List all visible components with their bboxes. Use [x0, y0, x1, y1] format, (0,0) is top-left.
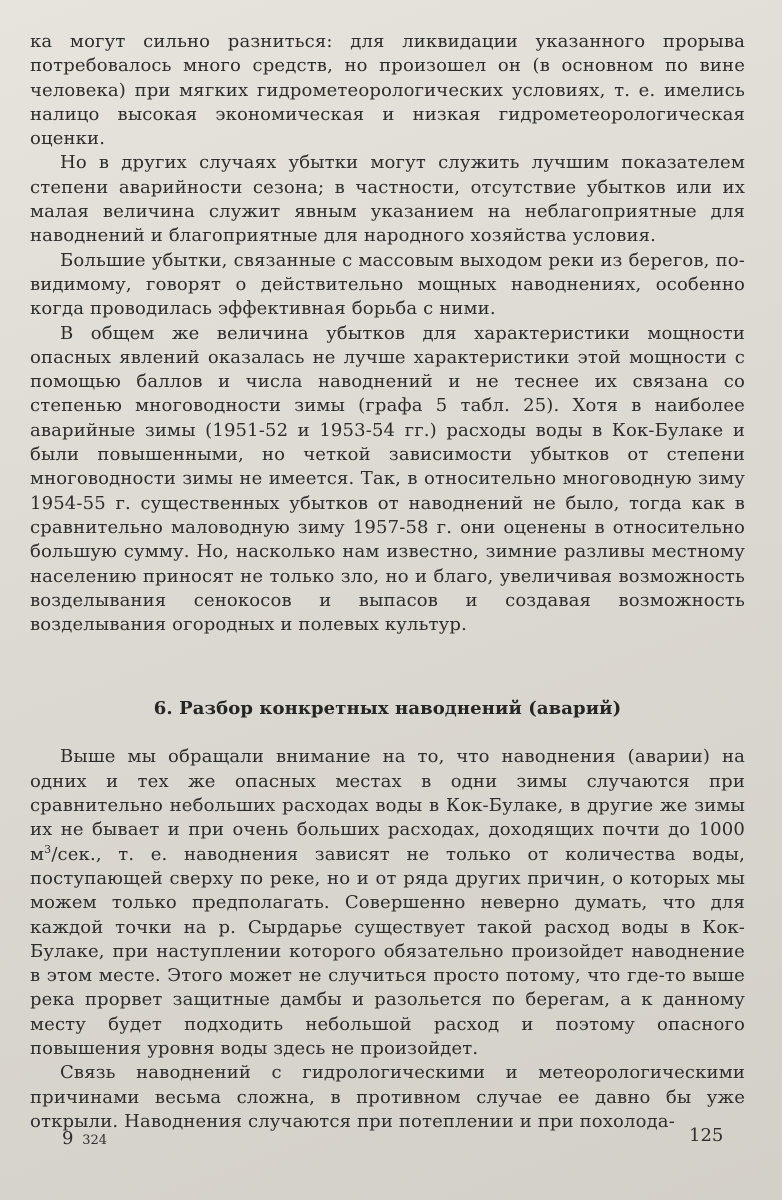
paragraph-floods-intro-text-b: /сек., т. е. наводнения зависят не только от количества воды, поступающей сверху по реке, но и от ряда других причин, о которых мы можем только предполагать. Совершенно неверно думать, что для каждой точки на р. Сырдарье существует такой расход воды в Кок-Булаке, при наступлении которого обязательно произойдет наводнение в этом месте. Этого может не случиться просто потому, что где-то выше река прорвет защитные дамбы и разольется по берегам, а к данному месту будет подходить небольшой расход и поэтому опасного повышения уровня воды здесь не произойдет. — [30, 843, 745, 1059]
page-footer — [0, 1110, 782, 1150]
paragraph-large-losses: Большие убытки, связанные с массовым выходом реки из берегов, по-видимому, говорят о действительно мощных наводнениях, особенно когда проводилась эффективная борьба с ними. — [30, 249, 745, 320]
paragraph-floods-intro — [30, 745, 745, 1061]
signature-number: 9 — [62, 1128, 74, 1149]
paragraph-floods-intro-text-a: Выше мы обращали внимание на то, что наводнения (аварии) на одних и тех же опасных местах в одни зимы случаются при сравнительно небольших расходах воды в Кок-Булаке, в другие же зимы их не бывает и при очень больших расходах, доходящих почти до 1000 м — [30, 746, 745, 865]
page-text — [30, 30, 745, 1134]
paragraph-losses-indicator: Но в других случаях убытки могут служить лучшим показателем степени аварийности сезона; в частности, отсутствие убытков или их малая величина служит явным указанием на неблагоприятные для наводнений и благоприятные для народного хозяйства условия. — [30, 152, 745, 247]
signature-code: 324 — [82, 1133, 108, 1148]
section-heading: 6. Разбор конкретных наводнений (аварий) — [153, 698, 622, 720]
printer-signature — [62, 1128, 107, 1149]
page-number: 125 — [689, 1125, 724, 1146]
paragraph-continuation: ка могут сильно разниться: для ликвидации указанного прорыва потребовалось много средств, но произошел он (в основном по вине человека) при мягких гидрометеорологических условиях, т. е. имелись налицо высокая экономическая и низкая гидрометеорологическая оценки. — [30, 31, 745, 150]
paragraph-general-losses: В общем же величина убытков для характеристики мощности опасных явлений оказалась не лучше характеристики этой мощности с помощью баллов и числа наводнений и не теснее их связана со степенью многоводности зимы (графа 5 табл. 25). Хотя в наиболее аварийные зимы (1951-52 и 1953-54 гг.) расходы воды в Кок-Булаке и были повышенными, но четкой зависимости убытков от степени многоводности зимы не имеется. Так, в относительно многоводную зиму 1954-55 г. существенных убытков от наводнений не было, тогда как в сравнительно маловодную зиму 1957-58 г. они оценены в относительно большую сумму. Но, насколько нам известно, зимние разливы местному населению приносят не только зло, но и благо, увеличивая возможность возделывания сенокосов и выпасов и создавая возможность возделывания огородных и полевых культур. — [30, 322, 745, 636]
paragraph-floods-causes: Связь наводнений с гидрологическими и метеорологическими причинами весьма сложна, в противном случае ее давно бы уже открыли. Наводнения случаются при потеплении и при похолода- — [30, 1062, 745, 1132]
cubic-superscript: 3 — [44, 842, 52, 856]
